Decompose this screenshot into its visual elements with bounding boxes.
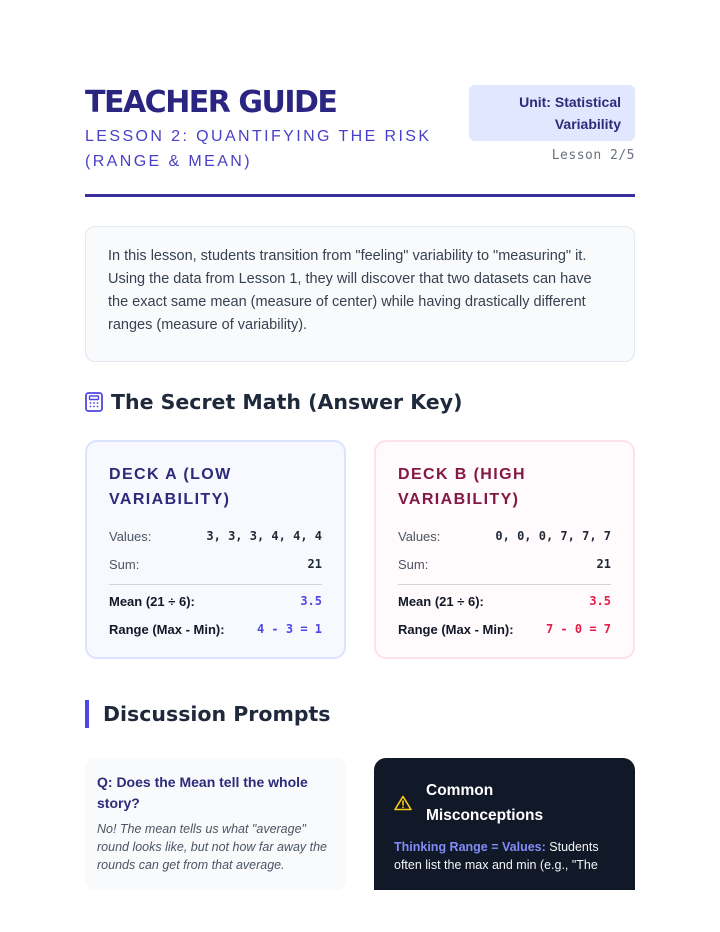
deck-a-mean-row	[109, 587, 322, 615]
misconceptions-card	[374, 758, 635, 890]
deck-b-title: DECK B (HIGH VARIABILITY)	[398, 466, 526, 508]
deck-a-mean: 3.5	[300, 594, 322, 608]
deck-a-range-row	[109, 615, 322, 643]
lesson-number: Lesson 2/5	[551, 148, 635, 163]
discussion-heading	[85, 700, 331, 728]
lesson-subtitle-line-1: LESSON 2: QUANTIFYING THE RISK	[85, 128, 432, 145]
deck-a-range-label: Range (Max - Min):	[109, 621, 225, 637]
misconceptions-header	[394, 778, 615, 828]
calculator-icon	[85, 392, 103, 412]
deck-a-values-label: Values:	[109, 528, 152, 544]
lesson-subtitle-line-2: (RANGE & MEAN)	[85, 153, 252, 170]
deck-b-mean-label: Mean (21 ÷ 6):	[398, 593, 484, 609]
deck-b-values-label: Values:	[398, 528, 441, 544]
deck-b-sum-row	[398, 550, 611, 578]
misconception-text: Students often list the max and min (e.g., "The	[394, 840, 599, 872]
discussion-prompt-card	[85, 758, 346, 890]
intro-box: In this lesson, students transition from "feeling" variability to "measuring" it. Using the data from Lesson 1, they will discover that two datasets can have the exact same mean (measure of center) while having drastically different ranges (measure of variability).	[85, 226, 635, 362]
unit-badge-line-2: Variability	[554, 116, 621, 132]
misconceptions-title	[426, 778, 543, 828]
discussion-title: Discussion Prompts	[103, 702, 331, 726]
deck-a-sum-row	[109, 550, 322, 578]
deck-b-card	[374, 440, 635, 659]
prompt-question: Q: Does the Mean tell the whole story?	[97, 774, 308, 811]
deck-b-range: 7 - 0 = 7	[545, 622, 611, 636]
misconception-lead: Thinking Range = Values:	[394, 840, 546, 854]
misconceptions-title-line-1: Common	[426, 782, 494, 799]
deck-a-card	[85, 440, 346, 659]
deck-a-values: 3, 3, 3, 4, 4, 4	[206, 529, 322, 543]
deck-b-sum-label: Sum:	[398, 556, 429, 572]
warning-icon	[394, 795, 412, 811]
guide-header	[85, 86, 635, 198]
deck-b-values: 0, 0, 0, 7, 7, 7	[495, 529, 611, 543]
deck-b-range-row	[398, 615, 611, 643]
deck-a-sum-label: Sum:	[109, 556, 140, 572]
deck-a-values-row	[109, 522, 322, 550]
deck-a-mean-label: Mean (21 ÷ 6):	[109, 593, 195, 609]
lesson-subtitle	[85, 124, 445, 174]
discussion-accent-bar	[85, 700, 89, 728]
secret-math-title: The Secret Math (Answer Key)	[111, 390, 463, 414]
deck-a-sum: 21	[307, 557, 322, 571]
misconceptions-body	[394, 838, 615, 874]
deck-a-divider	[109, 584, 322, 585]
deck-a-range: 4 - 3 = 1	[256, 622, 322, 636]
deck-b-mean: 3.5	[589, 594, 611, 608]
deck-b-mean-row	[398, 587, 611, 615]
deck-b-sum: 21	[596, 557, 611, 571]
misconceptions-title-line-2: Misconceptions	[426, 807, 544, 824]
deck-b-values-row	[398, 522, 611, 550]
unit-badge	[469, 85, 635, 141]
deck-b-divider	[398, 584, 611, 585]
header-divider	[85, 194, 635, 197]
deck-a-title: DECK A (LOW VARIABILITY)	[109, 466, 232, 508]
deck-b-range-label: Range (Max - Min):	[398, 621, 514, 637]
page-title: TEACHER GUIDE	[85, 85, 337, 120]
prompt-answer: No! The mean tells us what "average" round looks like, but not how far away the rounds can get from that average.	[97, 822, 327, 872]
secret-math-heading	[85, 390, 462, 414]
unit-badge-line-1: Unit: Statistical	[519, 94, 621, 110]
